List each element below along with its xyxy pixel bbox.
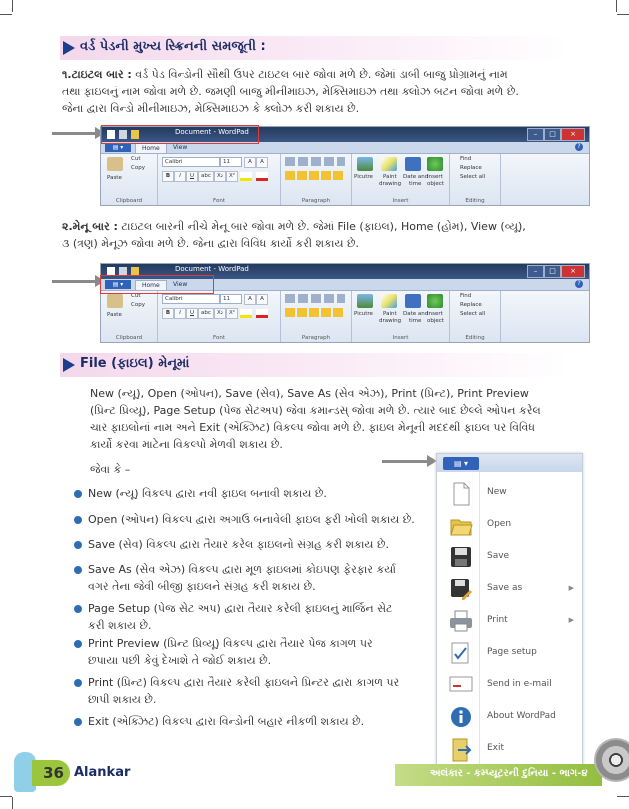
term-menu-bar: ૨.મેનૂ બાર : [62, 220, 118, 233]
grow-font-button[interactable]: A [244, 157, 256, 168]
select-all-button[interactable]: Select all [460, 311, 486, 317]
paragraph-line: New (ન્યૂ), Open (ઓપન), Save (સેવ), Save As (સેવ એઝ), Print (પ્રિન્ટ), Print Preview [90, 387, 529, 400]
minimize-button[interactable]: – [527, 265, 544, 278]
email-icon [449, 674, 473, 698]
ribbon [101, 154, 589, 205]
crop-mark [12, 797, 13, 809]
editing-group [450, 154, 501, 205]
paragraph-line: જેના દ્વારા વિન્ડો મીનીમાઇઝ, મેક્સિમાઇઝ કે ક્લોઝ કરી શકાય છે. [62, 102, 360, 115]
group-label: Paragraph [301, 335, 331, 341]
bullet-icon [74, 640, 82, 648]
paste-label: Paste [107, 175, 122, 181]
insert-object-line2: object [427, 181, 444, 187]
paragraph-line: (પ્રિન્ટ પ્રિવ્યૂ), Page Setup (પેજ સેટઅપ) જેવા કમાન્ડસ્ જોવા મળે છે. ત્યાર બાદ છેલ્લે ઓપન કરેલ [90, 404, 541, 417]
group-label: Font [213, 335, 225, 341]
file-menu-button[interactable]: ▤ ▾ [105, 143, 131, 152]
picture-button[interactable]: Picutre [354, 174, 373, 180]
brand-logo: Alankar [74, 765, 131, 780]
menu-item-label: Exit [487, 743, 505, 753]
pointer-arrow-icon [52, 132, 96, 135]
window-title: Document - WordPad [175, 128, 249, 136]
underline-button[interactable]: U [186, 171, 198, 182]
paste-icon[interactable] [107, 157, 123, 171]
title-bar-paragraph [62, 66, 577, 117]
list-item: New (ન્યૂ) વિકલ્પ દ્વારા નવી ફાઇલ બનાવી શકાય છે. [88, 487, 327, 500]
paragraph-line: ટાઇટલ બારની નીચે મેનૂ બાર જોવા મળે છે. જેમાં File (ફાઇલ), Home (હોમ), View (વ્યૂ), [121, 220, 526, 233]
font-group [158, 291, 281, 342]
paragraph-line: વર્ડ પેડ વિન્ડોની સૌથી ઉપર ટાઇટલ બાર જોવા મળે છે. જેમાં ડાબી બાજુ પ્રોગ્રામનું નામ [135, 68, 508, 81]
insert-object-icon[interactable] [427, 157, 443, 171]
tab-view[interactable]: View [173, 281, 188, 288]
maximize-button[interactable]: □ [544, 128, 561, 141]
tab-home[interactable]: Home [135, 280, 167, 290]
font-family-select[interactable]: Calibri [162, 294, 220, 304]
paste-icon[interactable] [107, 294, 123, 308]
shrink-font-button[interactable]: A [256, 157, 268, 168]
minimize-button[interactable]: – [527, 128, 544, 141]
crop-mark [12, 0, 13, 12]
insert-object-button[interactable]: Insert [427, 174, 443, 180]
group-label: Editing [465, 198, 485, 204]
list-item: Exit (એક્ઝિટ) વિકલ્પ દ્વારા વિન્ડોની બહાર નીકળી શકાય છે. [88, 715, 365, 728]
find-button[interactable]: Find [460, 293, 472, 299]
floppy-disk-icon [449, 546, 473, 570]
such-as-label: જેવા કે – [90, 463, 131, 476]
font-family-select[interactable]: Calibri [162, 157, 220, 167]
list-item: Print Preview (પ્રિન્ટ પ્રિવ્યૂ) વિકલ્પ દ્વારા તૈયાર પેજ કાગળ પર છપાયા પછી કેવું દેખાશે તે જોઈ શકાય છે. [88, 637, 373, 667]
indent-icons[interactable] [285, 157, 345, 166]
find-button[interactable]: Find [460, 156, 472, 162]
paint-icon[interactable] [381, 157, 397, 171]
insert-object-icon[interactable] [427, 294, 443, 308]
menu-item-label: Save [487, 551, 510, 561]
menu-item-open[interactable] [437, 510, 582, 542]
date-time-line2: time [409, 318, 422, 324]
menu-item-page-setup[interactable] [437, 638, 582, 670]
bullet-icon [74, 566, 82, 574]
font-group [158, 154, 281, 205]
close-button[interactable]: × [561, 128, 585, 141]
group-label: Clipboard [115, 198, 143, 204]
window-title: Document - WordPad [175, 265, 249, 273]
highlight-color-icon[interactable] [240, 309, 252, 318]
file-menu-screenshot [436, 453, 583, 768]
menu-item-save[interactable] [437, 542, 582, 574]
subscript-button[interactable]: X₂ [214, 308, 226, 319]
menu-item-label: New [487, 487, 507, 497]
paragraph-group [281, 154, 352, 205]
help-icon[interactable]: ? [575, 280, 583, 288]
replace-button[interactable]: Replace [460, 165, 482, 171]
insert-group [352, 291, 450, 342]
menu-item-label: Print [487, 615, 508, 625]
strikethrough-button[interactable]: abc [198, 308, 214, 319]
paint-button[interactable]: Paint [383, 174, 397, 180]
bullet-icon [74, 516, 82, 524]
save-as-icon [449, 578, 473, 602]
menu-item-save-as[interactable] [437, 574, 582, 606]
picture-icon[interactable] [357, 294, 373, 308]
clipboard-group [101, 154, 158, 205]
heading-arrow-icon [63, 41, 75, 55]
page-setup-icon [449, 642, 473, 666]
list-item: Print (પ્રિન્ટ) વિકલ્પ દ્વારા તૈયાર કરેલી ફાઇલને પ્રિન્ટર દ્વારા કાગળ પર છાપી શકાય છે. [88, 676, 400, 706]
clipboard-group [101, 291, 158, 342]
replace-button[interactable]: Replace [460, 302, 482, 308]
paragraph-line: તથા ફાઇલનું નામ જોવા મળે છે. જમણી બાજુ મીનીમાઇઝ, મેક્સિમાઇઝ તથા ક્લોઝ બટન જોવા મળે છે. [62, 85, 519, 98]
menu-bar-paragraph [62, 218, 582, 252]
pointer-arrow-icon [382, 460, 428, 463]
align-icons[interactable] [285, 171, 345, 180]
new-document-icon [449, 482, 473, 506]
list-item: Page Setup (પેજ સેટ અપ) દ્વારા તૈયાર કરેલી ફાઇલનું માર્જિન સેટ કરી શકાય છે. [88, 602, 393, 632]
tab-home[interactable]: Home [135, 143, 167, 153]
submenu-arrow-icon: ▶ [568, 584, 574, 592]
file-intro-paragraph [90, 385, 590, 453]
menu-item-label: About WordPad [487, 711, 556, 721]
insert-object-button[interactable]: Insert [427, 311, 443, 317]
date-time-line2: time [409, 181, 422, 187]
crop-mark [617, 796, 629, 797]
date-time-button[interactable]: Date and [403, 174, 429, 180]
crop-mark [0, 14, 12, 15]
info-icon [449, 706, 473, 730]
printer-icon [449, 610, 473, 634]
page-number: 36 [32, 760, 70, 786]
term-title-bar: ૧.ટાઇટલ બાર : [62, 68, 132, 81]
calendar-icon[interactable] [405, 157, 421, 171]
paragraph-line: કાર્યો કરવા માટેના વિકલ્પો મેળવી શકાય છે. [90, 438, 283, 451]
paint-icon[interactable] [381, 294, 397, 308]
bullet-icon [74, 605, 82, 613]
cut-button[interactable]: Cut [131, 156, 141, 162]
menu-item-label: Send in e-mail [487, 679, 552, 689]
bullet-icon [74, 679, 82, 687]
font-color-icon[interactable] [256, 172, 268, 181]
indent-icons[interactable] [285, 294, 345, 303]
font-size-select[interactable]: 11 [220, 294, 242, 304]
editing-group [450, 291, 501, 342]
crop-mark [0, 796, 12, 797]
menu-item-exit[interactable] [437, 734, 582, 766]
file-menu-strip [437, 454, 582, 472]
font-color-icon[interactable] [256, 309, 268, 318]
exit-icon [449, 738, 473, 762]
menu-item-send-email[interactable] [437, 670, 582, 702]
close-button[interactable]: × [561, 265, 585, 278]
list-item: Open (ઓપન) વિકલ્પ દ્વારા અગાઉ બનાવેલી ફાઇલ ફરી ખોલી શકાય છે. [88, 513, 415, 526]
group-label: Editing [465, 335, 485, 341]
strikethrough-button[interactable]: abc [198, 171, 214, 182]
copy-button[interactable]: Copy [131, 302, 145, 308]
title-bar-highlight [101, 125, 259, 144]
bullet-icon [74, 541, 82, 549]
paragraph-line: ૩ (ત્રણ) મેનૂઝ જોવા મળે છે. જેના દ્વારા વિવિધ કાર્યો કરી શકાય છે. [62, 237, 359, 250]
paragraph-group [281, 291, 352, 342]
paint-button-line2: drawing [379, 181, 402, 187]
align-icons[interactable] [285, 308, 345, 317]
menu-item-label: Page setup [487, 647, 537, 657]
file-menu-button[interactable]: ▤ ▾ [443, 457, 479, 470]
list-item: Save (સેવ) વિકલ્પ દ્વારા તૈયાર કરેલ ફાઇલનો સંગ્રહ કરી શકાય છે. [88, 538, 389, 551]
crop-mark [617, 14, 629, 15]
menu-bar-highlight [100, 275, 214, 294]
open-folder-icon [449, 514, 473, 538]
tab-view[interactable]: View [173, 144, 188, 151]
menu-item-print[interactable] [437, 606, 582, 638]
crop-mark [616, 0, 617, 12]
file-menu-button[interactable]: ▤ ▾ [105, 280, 131, 289]
bold-button[interactable]: B [162, 171, 174, 182]
pointer-arrow-icon [52, 280, 96, 283]
section-heading: File (ફાઇલ) મેનૂમાં [80, 356, 190, 371]
bullet-icon [74, 490, 82, 498]
maximize-button[interactable]: □ [544, 265, 561, 278]
shrink-font-button[interactable]: A [256, 294, 268, 305]
menu-item-about[interactable] [437, 702, 582, 734]
group-label: Clipboard [115, 335, 143, 341]
heading-arrow-icon [63, 358, 75, 372]
group-label: Paragraph [301, 198, 331, 204]
cut-button[interactable]: Cut [131, 293, 141, 299]
paint-button-line2: drawing [379, 318, 402, 324]
font-size-select[interactable]: 11 [220, 157, 242, 167]
bullet-icon [74, 718, 82, 726]
superscript-button[interactable]: X² [226, 171, 238, 182]
underline-button[interactable]: U [186, 308, 198, 319]
picture-icon[interactable] [357, 157, 373, 171]
copy-button[interactable]: Copy [131, 165, 145, 171]
subscript-button[interactable]: X₂ [214, 171, 226, 182]
calendar-icon[interactable] [405, 294, 421, 308]
menu-item-label: Open [487, 519, 512, 529]
menu-item-label: Save as [487, 583, 523, 593]
picture-button[interactable]: Picutre [354, 311, 373, 317]
insert-group [352, 154, 450, 205]
group-label: Insert [392, 198, 409, 204]
ribbon [101, 291, 589, 342]
paste-label: Paste [107, 312, 122, 318]
submenu-arrow-icon: ▶ [568, 616, 574, 624]
date-time-button[interactable]: Date and [403, 311, 429, 317]
highlight-color-icon[interactable] [240, 172, 252, 181]
superscript-button[interactable]: X² [226, 308, 238, 319]
grow-font-button[interactable]: A [244, 294, 256, 305]
menu-item-new[interactable] [437, 478, 582, 510]
bold-button[interactable]: B [162, 308, 174, 319]
italic-button[interactable]: I [174, 171, 186, 182]
group-label: Font [213, 198, 225, 204]
paint-button[interactable]: Paint [383, 311, 397, 317]
insert-object-line2: object [427, 318, 444, 324]
paragraph-line: ચાર ફાઇલોનાં નામ અને Exit (એક્ઝિટ) વિકલ્પ જોવા મળે છે. ફાઇલ મેનૂની મદદથી ફાઇલ પર વિવિધ [90, 421, 535, 434]
footer-series-title: અલંકાર - કમ્પ્યૂટરની દુનિયા - ભાગ-૪ [430, 768, 588, 779]
help-icon[interactable]: ? [575, 143, 583, 151]
group-label: Insert [392, 335, 409, 341]
italic-button[interactable]: I [174, 308, 186, 319]
section-heading: વર્ડ પેડની મુખ્ય સ્ક્રિનની સમજૂતી : [80, 39, 266, 54]
select-all-button[interactable]: Select all [460, 174, 486, 180]
list-item: Save As (સેવ એઝ) વિકલ્પ દ્વારા મૂળ ફાઇલમાં કોઇપણ ફેરફાર કર્યા વગર તેના જેવી બીજી ફાઇલને સંગ્રહ કરી શકાય છે. [88, 563, 396, 593]
